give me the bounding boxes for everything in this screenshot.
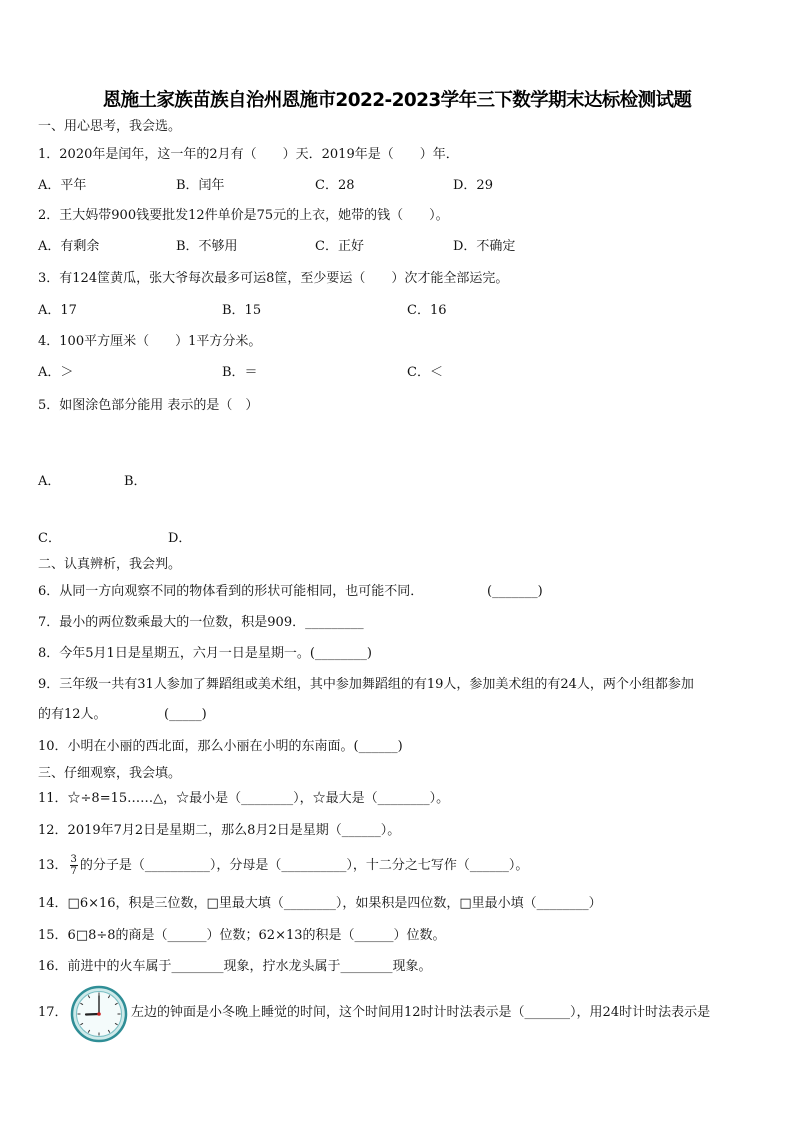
question-10: 10．小明在小丽的西北面，那么小丽在小明的东南面。(______)	[38, 739, 403, 754]
question-12: 12．2019年7月2日是星期二，那么8月2日是星期（______）。	[38, 823, 401, 838]
question-8: 8．今年5月1日是星期五，六月一日是星期一。(________)	[38, 646, 372, 661]
q2-option-b: B．不够用	[176, 239, 238, 254]
clock-icon	[70, 985, 128, 1043]
q4-option-c: C．＜	[407, 365, 443, 380]
q3-option-c: C．16	[407, 303, 447, 318]
question-2: 2．王大妈带900钱要批发12件单价是75元的上衣，她带的钱（ ）。	[38, 208, 449, 223]
question-5: 5．如图涂色部分能用 表示的是（ ）	[38, 398, 259, 413]
question-4: 4．100平方厘米（ ）1平方分米。	[38, 334, 262, 349]
page-title: 恩施土家族苗族自治州恩施市2022-2023学年三下数学期末达标检测试题	[102, 90, 692, 111]
question-13	[38, 852, 528, 880]
question-7: 7．最小的两位数乘最大的一位数，积是909．_________	[38, 615, 364, 630]
question-17-number: 17．	[38, 1005, 68, 1020]
fraction-3-7	[70, 854, 78, 877]
q4-option-b: B．＝	[222, 365, 258, 380]
q2-option-c: C．正好	[315, 239, 364, 254]
q5-option-c: C．	[38, 531, 61, 546]
fraction-numerator: 3	[70, 854, 77, 865]
q2-option-d: D．不确定	[453, 239, 516, 254]
section-3-heading: 三、仔细观察，我会填。	[38, 766, 182, 781]
fraction-denominator: 7	[70, 866, 77, 877]
q6-answer-blank[interactable]: (_______)	[487, 584, 543, 599]
q1-option-b: B．闰年	[176, 178, 225, 193]
section-1-heading: 一、用心思考，我会选。	[38, 119, 182, 134]
q9-answer-blank[interactable]: (_____)	[164, 707, 207, 722]
question-16: 16．前进中的火车属于________现象，拧水龙头属于________现象。	[38, 959, 432, 974]
question-9-line-1: 9．三年级一共有31人参加了舞蹈组或美术组，其中参加舞蹈组的有19人，参加美术组的有24人，两个小组都参加	[38, 677, 694, 692]
q1-option-c: C．28	[315, 178, 355, 193]
q4-option-a: A．＞	[38, 365, 74, 380]
question-17: 左边的钟面是小冬晚上睡觉的时间，这个时间用12时计时法表示是（_______），用24时计时法表示是	[131, 1005, 711, 1020]
question-13-text: 的分子是（__________），分母是（__________），十二分之七写作（______）。	[79, 858, 529, 873]
question-13-number: 13．	[38, 858, 68, 873]
q1-option-a: A．平年	[38, 178, 87, 193]
question-6: 6．从同一方向观察不同的物体看到的形状可能相同，也可能不同．	[38, 584, 424, 599]
q5-option-b: B．	[124, 474, 147, 489]
q2-option-a: A．有剩余	[38, 239, 100, 254]
question-14: 14．□6×16，积是三位数，□里最大填（________），如果积是四位数，□里最小填（________）	[38, 896, 602, 911]
question-3: 3．有124筐黄瓜，张大爷每次最多可运8筐，至少要运（ ）次才能全部运完。	[38, 271, 509, 286]
q5-option-a: A．	[38, 474, 61, 489]
q1-option-d: D．29	[453, 178, 493, 193]
q3-option-a: A．17	[38, 303, 77, 318]
question-1: 1．2020年是闰年，这一年的2月有（ ）天．2019年是（ ）年．	[38, 147, 459, 162]
question-9-line-2: 的有12人。	[38, 707, 107, 722]
question-15: 15．6□8÷8的商是（______）位数；62×13的积是（______）位数。	[38, 928, 446, 943]
q5-option-d: D．	[168, 531, 192, 546]
q3-option-b: B．15	[222, 303, 262, 318]
question-11: 11．☆÷8=15……△，☆最小是（________），☆最大是（________）。	[38, 791, 450, 806]
section-2-heading: 二、认真辨析，我会判。	[38, 557, 182, 572]
